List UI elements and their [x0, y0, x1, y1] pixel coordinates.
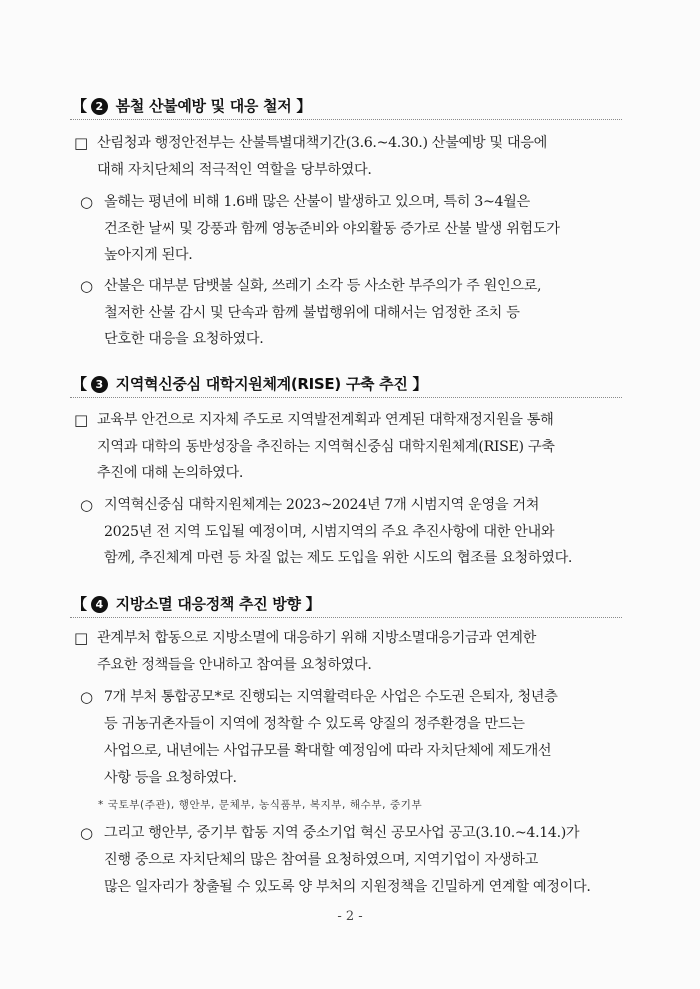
circle-bullet: ○ [80, 193, 94, 211]
paragraph-line: 지역과 대학의 동반성장을 추진하는 지역혁신중심 대학지원체계(RISE) 구축 [97, 439, 555, 455]
section-title: 봄철 산불예방 및 대응 철저 [115, 97, 292, 115]
circle-bullet: ○ [80, 277, 94, 295]
paragraph-line: 철저한 산불 감시 및 단속과 함께 불법행위에 대해서는 엄정한 조치 등 [104, 305, 520, 321]
section-divider [70, 397, 622, 398]
paragraph-line: 그리고 행안부, 중기부 합동 지역 중소기업 혁신 공모사업 공고(3.10.~4.14.)가 [104, 825, 580, 841]
square-bullet: □ [74, 134, 89, 152]
paragraph-line: 등 귀농귀촌자들이 지역에 정착할 수 있도록 양질의 정주환경을 만드는 [104, 716, 525, 732]
paragraph-line: 많은 일자리가 창출될 수 있도록 양 부처의 지원정책을 긴밀하게 연계할 예정이다. [104, 879, 591, 895]
footnote: * 국토부(주관), 행안부, 문체부, 농식품부, 복지부, 해수부, 중기부 [98, 799, 423, 811]
circle-bullet: ○ [80, 496, 94, 514]
paragraph-line: 함께, 추진체계 마련 등 차질 없는 제도 도입을 위한 시도의 협조를 요청하였다. [104, 550, 573, 566]
paragraph-line: 진행 중으로 자치단체의 많은 참여를 요청하였으며, 지역기업이 자생하고 [104, 852, 538, 868]
section-number-badge: 4 [91, 596, 108, 613]
circle-bullet: ○ [80, 688, 94, 706]
bracket-close: 】 [305, 595, 321, 613]
paragraph-line: 7개 부처 통합공모*로 진행되는 지역활력타운 사업은 수도권 은퇴자, 청년층 [104, 689, 558, 705]
section-heading [72, 593, 320, 614]
bracket-open: 【 [72, 595, 87, 613]
paragraph-line: 사업으로, 내년에는 사업규모를 확대할 예정임에 따라 자치단체에 제도개선 [104, 743, 552, 759]
bracket-close: 】 [412, 375, 428, 393]
paragraph-line: 대해 자치단체의 적극적인 역할을 당부하였다. [97, 162, 372, 178]
section-title: 지방소멸 대응정책 추진 방향 [115, 595, 301, 613]
paragraph-line: 산림청과 행정안전부는 산불특별대책기간(3.6.~4.30.) 산불예방 및 대응에 [97, 135, 547, 151]
section-number-badge: 2 [91, 98, 108, 115]
bracket-open: 【 [72, 97, 87, 115]
paragraph-line: 사항 등을 요청하였다. [104, 770, 237, 786]
section-title: 지역혁신중심 대학지원체계(RISE) 구축 추진 [115, 375, 408, 393]
page-number: - 2 - [337, 909, 363, 924]
paragraph-line: 단호한 대응을 요청하였다. [104, 331, 264, 347]
section-divider [70, 617, 622, 618]
paragraph-line: 관계부처 합동으로 지방소멸에 대응하기 위해 지방소멸대응기금과 연계한 [97, 630, 536, 646]
section-divider [70, 119, 622, 120]
paragraph-line: 지역혁신중심 대학지원체계는 2023~2024년 7개 시범지역 운영을 거쳐 [104, 497, 540, 513]
square-bullet: □ [74, 411, 89, 429]
section-number-badge: 3 [91, 376, 108, 393]
paragraph-line: 주요한 정책들을 안내하고 참여를 요청하였다. [97, 657, 372, 673]
square-bullet: □ [74, 629, 89, 647]
paragraph-line: 추진에 대해 논의하였다. [97, 465, 244, 481]
paragraph-line: 올해는 평년에 비해 1.6배 많은 산불이 발생하고 있으며, 특히 3~4월은 [104, 194, 530, 210]
section-heading [72, 373, 427, 394]
bracket-open: 【 [72, 375, 87, 393]
paragraph-line: 2025년 전 지역 도입될 예정이며, 시범지역의 주요 추진사항에 대한 안내와 [104, 524, 555, 540]
paragraph-line: 높아지게 된다. [104, 247, 193, 263]
bracket-close: 】 [296, 97, 312, 115]
paragraph-line: 건조한 날씨 및 강풍과 함께 영농준비와 야외활동 증가로 산불 발생 위험도가 [104, 221, 560, 237]
section-heading [72, 95, 311, 116]
paragraph-line: 교육부 안건으로 지자체 주도로 지역발전계획과 연계된 대학재정지원을 통해 [97, 412, 554, 428]
paragraph-line: 산불은 대부분 담뱃불 실화, 쓰레기 소각 등 사소한 부주의가 주 원인으로, [104, 278, 542, 294]
circle-bullet: ○ [80, 824, 94, 842]
